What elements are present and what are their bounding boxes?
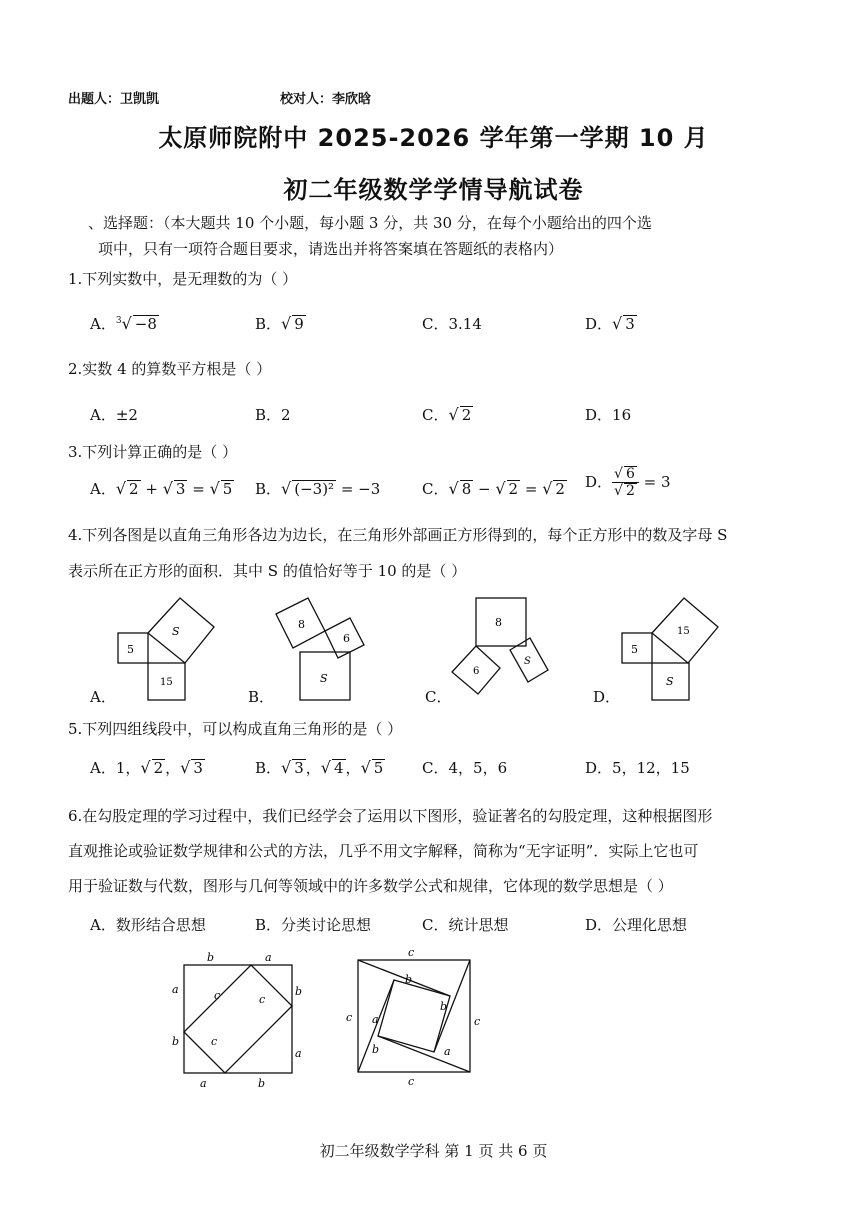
q2-option-c: C．√ 2 xyxy=(422,405,472,424)
fig2-right-c: c xyxy=(474,1015,481,1028)
fig1-left-a: a xyxy=(172,983,179,996)
q1-option-d: D．√ 3 xyxy=(585,314,635,333)
fig1-top-b: b xyxy=(207,951,215,964)
fig-a-label-5: 5 xyxy=(127,643,134,656)
q3-option-d: D． $\frac{√ 6}{√ 2}$ = 3 xyxy=(585,466,671,500)
fig-b-label-6: 6 xyxy=(343,632,350,645)
fig1-left-b: b xyxy=(172,1035,180,1048)
fig1-bottom-b: b xyxy=(258,1077,266,1090)
fig1-inner-c2: c xyxy=(259,993,266,1006)
fig-a-label-s: S xyxy=(172,625,180,638)
q3-option-a: A．√ 2 + √ 3 = √ 5 xyxy=(90,479,233,498)
q1-option-b: B．√ 9 xyxy=(255,314,304,333)
q2-stem: 2.实数 4 的算数平方根是（ ） xyxy=(68,360,272,378)
q4-option-c: C． xyxy=(425,688,452,706)
q3-option-c: C．√ 8 − √ 2 = √ 2 xyxy=(422,479,565,498)
q5-option-a: A．1，√ 2 ，√ 3 xyxy=(90,758,203,777)
section-intro-line1: 、选择题：（本大题共 10 个小题，每小题 3 分，共 30 分，在每个小题给出的四个选 xyxy=(88,214,652,232)
fig-b-label-8: 8 xyxy=(298,618,305,631)
q4-option-d: D． xyxy=(593,688,621,706)
q6-stem-line3: 用于验证数与代数，图形与几何等领域中的许多数学公式和规律，它体现的数学思想是（ ） xyxy=(68,877,673,895)
q3-option-b: B．√ (−3)² = −3 xyxy=(255,479,381,498)
q2-option-b: B．2 xyxy=(255,406,291,424)
q3-stem: 3.下列计算正确的是（ ） xyxy=(68,443,238,461)
q1-option-c: C．3.14 xyxy=(422,315,482,333)
q4-option-b: B． xyxy=(248,688,275,706)
q6-option-b: B．分类讨论思想 xyxy=(255,916,372,934)
fig1-inner-c3: c xyxy=(211,1035,218,1048)
fig2-inner-b3: b xyxy=(372,1043,380,1056)
author-label: 出题人：卫凯凯 xyxy=(68,92,160,107)
section-intro-line2: 项中，只有一项符合题目要求，请选出并将答案填在答题纸的表格内） xyxy=(98,240,564,258)
fig1-bottom-a: a xyxy=(200,1077,207,1090)
fig2-bottom-c: c xyxy=(408,1075,415,1088)
q1-stem: 1.下列实数中，是无理数的为（ ） xyxy=(68,270,298,288)
fig-c-label-s: S xyxy=(524,656,531,667)
exam-title-line1: 太原师院附中 2025-2026 学年第一学期 10 月 xyxy=(158,124,709,152)
fig-b-label-s: S xyxy=(320,672,328,685)
q6-option-c: C．统计思想 xyxy=(422,916,509,934)
fig2-top-c: c xyxy=(408,946,415,959)
q5-option-c: C．4，5，6 xyxy=(422,759,508,777)
q1-option-a: A．$^3$√ −8 xyxy=(90,314,157,333)
q6-option-d: D．公理化思想 xyxy=(585,916,688,934)
q4-stem-line2: 表示所在正方形的面积．其中 S 的值恰好等于 10 的是（ ） xyxy=(68,562,467,580)
fig-c-label-8: 8 xyxy=(495,616,502,629)
exam-title-line2: 初二年级数学学情导航试卷 xyxy=(283,176,584,204)
q6-figures xyxy=(0,945,867,1095)
q2-option-d: D．16 xyxy=(585,406,632,424)
q5-option-d: D．5，12，15 xyxy=(585,759,690,777)
q5-option-b: B．√ 3 ，√ 4 ，√ 5 xyxy=(255,758,384,777)
fig2-inner-b1: b xyxy=(405,973,413,986)
q6-option-a: A．数形结合思想 xyxy=(90,916,206,934)
fig-c-label-6: 6 xyxy=(473,666,480,677)
fig2-left-c: c xyxy=(346,1011,353,1024)
q2-option-a: A．±2 xyxy=(90,406,138,424)
fig2-inner-a2: a xyxy=(444,1045,451,1058)
fig2-inner-b2: b xyxy=(440,1000,448,1013)
fig1-top-a: a xyxy=(265,951,272,964)
fig1-right-a: a xyxy=(295,1047,302,1060)
fig-d-label-5: 5 xyxy=(631,643,638,656)
q5-stem: 5.下列四组线段中，可以构成直角三角形的是（ ） xyxy=(68,720,403,738)
fig-d-label-15: 15 xyxy=(677,626,690,637)
q6-stem-line1: 6.在勾股定理的学习过程中，我们已经学会了运用以下图形，验证著名的勾股定理，这种根据图形 xyxy=(68,807,713,825)
fig2-inner-a1: a xyxy=(372,1013,379,1026)
fig-a-label-15: 15 xyxy=(160,677,173,688)
fig1-right-b: b xyxy=(295,985,303,998)
q6-stem-line2: 直观推论或验证数学规律和公式的方法，几乎不用文字解释，简称为“无字证明”．实际上它也可 xyxy=(68,842,699,860)
page-footer: 初二年级数学学科 第 1 页 共 6 页 xyxy=(319,1142,548,1160)
fig-d-label-s: S xyxy=(666,675,674,688)
fig1-inner-c1: c xyxy=(214,989,221,1002)
checker-label: 校对人：李欣晗 xyxy=(280,92,372,107)
q4-option-a: A． xyxy=(90,688,116,706)
q4-stem-line1: 4.下列各图是以直角三角形各边为边长，在三角形外部画正方形得到的，每个正方形中的数及字母 S xyxy=(68,526,728,544)
